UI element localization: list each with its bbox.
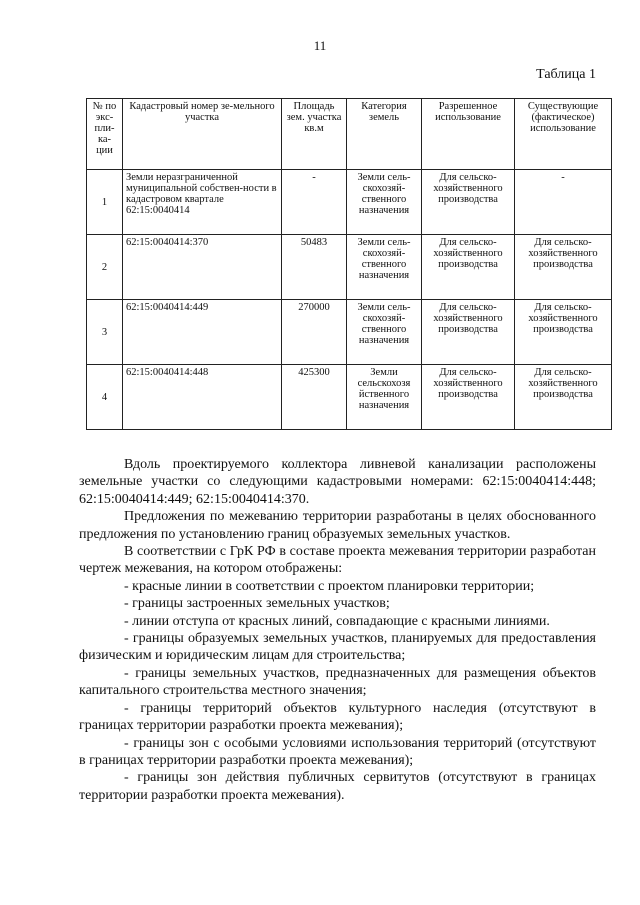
list-item: - линии отступа от красных линий, совпадающие с красными линиями.	[124, 613, 550, 629]
cell-number: 3	[87, 300, 123, 365]
header-actual-use: Существующие (фактическое) использование	[515, 99, 612, 170]
paragraph: Предложения по межеванию территории разработаны в целях обоснованного предложения по установлению границ образуемых земельных участков.	[79, 509, 596, 542]
header-cadastral-number: Кадастровый номер зе-мельного участка	[123, 99, 282, 170]
list-item: - границы застроенных земельных участков;	[124, 596, 390, 612]
table-row	[87, 300, 612, 365]
cell-area: 270000	[282, 300, 347, 365]
cell-actual-use: -	[515, 170, 612, 235]
cell-actual-use: Для сельско-хозяйственного производства	[515, 235, 612, 300]
table-row	[87, 170, 612, 235]
header-area: Площадь зем. участка кв.м	[282, 99, 347, 170]
table-title: Таблица 1	[536, 67, 596, 82]
list-item: - границы зон действия публичных сервитутов (отсутствуют в границах территории разработки проекта межевания).	[79, 770, 596, 803]
cell-permitted-use: Для сельско-хозяйственного производства	[422, 300, 515, 365]
cell-cadastral: 62:15:0040414:370	[123, 235, 282, 300]
cell-permitted-use: Для сельско-хозяйственного производства	[422, 235, 515, 300]
cell-number: 2	[87, 235, 123, 300]
paragraph: В соответствии с ГрК РФ в составе проекта межевания территории разработан чертеж межевания, на котором отображены:	[79, 544, 596, 577]
cell-actual-use: Для сельско-хозяйственного производства	[515, 365, 612, 430]
header-land-category: Категория земель	[347, 99, 422, 170]
cell-permitted-use: Для сельско-хозяйственного производства	[422, 365, 515, 430]
cell-number: 4	[87, 365, 123, 430]
cell-cadastral: Земли неразграниченной муниципальной собствен-ности в кадастровом квартале 62:15:0040414	[123, 170, 282, 235]
paragraph: Вдоль проектируемого коллектора ливневой канализации расположены земельные участки со следующими кадастровыми номерами: 62:15:0040414:448; 62:15:0040414:449; 62:15:0040414:370.	[79, 457, 596, 507]
cell-category: Земли сель-скохозяй-ственного назначения	[347, 170, 422, 235]
list-item: - границы территорий объектов культурного наследия (отсутствуют в границах территории разработки проекта межевания);	[79, 700, 596, 734]
cell-number: 1	[87, 170, 123, 235]
cell-cadastral: 62:15:0040414:449	[123, 300, 282, 365]
cell-area: 50483	[282, 235, 347, 300]
cell-area: -	[282, 170, 347, 235]
cell-actual-use: Для сельско-хозяйственного производства	[515, 300, 612, 365]
cell-permitted-use: Для сельско-хозяйственного производства	[422, 170, 515, 235]
list-item: - границы зон с особыми условиями использования территорий (отсутствуют в границах территории разработки проекта межевания);	[79, 735, 596, 768]
cell-category: Земли сель-скохозяй-ственного назначения	[347, 235, 422, 300]
table-row	[87, 235, 612, 300]
page-number: 11	[313, 38, 327, 53]
table-header-row	[87, 99, 612, 170]
cell-category: Земли сель-скохозяй-ственного назначения	[347, 300, 422, 365]
list-item: - границы земельных участков, предназначенных для размещения объектов капитального строительства местного значения;	[79, 665, 596, 699]
header-explication-number: № по экс-пли-ка-ции	[87, 99, 123, 170]
list-item: - красные линии в соответствии с проектом планировки территории;	[124, 578, 535, 594]
header-permitted-use: Разрешенное использование	[422, 99, 515, 170]
land-plots-table	[86, 98, 612, 430]
cell-area: 425300	[282, 365, 347, 430]
table-row	[87, 365, 612, 430]
cell-category: Земли сельскохозя йственного назначения	[347, 365, 422, 430]
list-item: - границы образуемых земельных участков, планируемых для предоставления физическим и юридическим лицам для строительства;	[79, 631, 596, 664]
document-body	[79, 456, 596, 804]
cell-cadastral: 62:15:0040414:448	[123, 365, 282, 430]
